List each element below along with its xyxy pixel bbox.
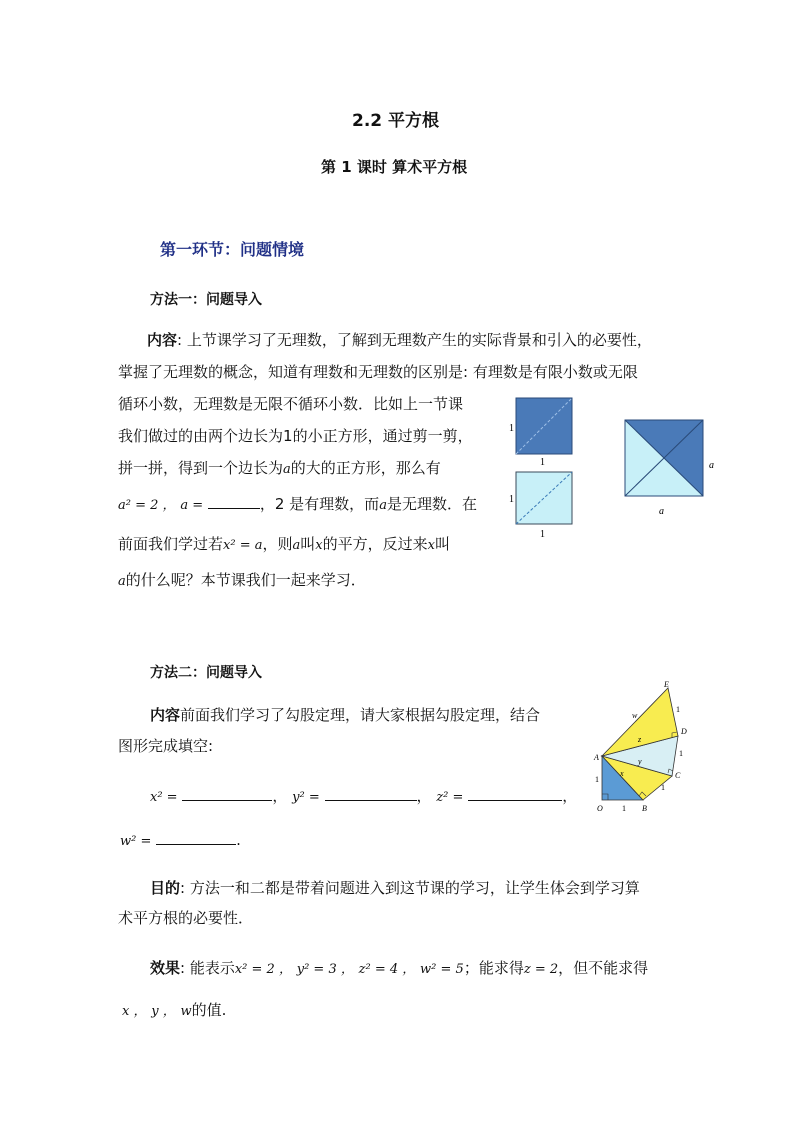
blank-w2[interactable] [156, 830, 236, 845]
content-label: 内容 [147, 331, 178, 349]
content-label-2: 内容 [150, 706, 181, 724]
label-de: 1 [676, 705, 680, 714]
method2-line2: 图形完成填空: [118, 737, 214, 755]
method2-label: 方法二：问题导入 [150, 665, 262, 681]
method1-line4: 我们做过的由两个边长为1的小正方形，通过剪一剪， [118, 427, 473, 445]
method1-line8: a的什么呢？本节课我们一起来学习． [118, 571, 366, 589]
method1-line7: 前面我们学过若x² = a，则a叫x的平方，反过来x叫 [118, 535, 450, 553]
label-x: x [620, 769, 624, 778]
blank-x2[interactable] [182, 786, 272, 801]
method2-line1: 内容前面我们学习了勾股定理，请大家根据勾股定理，结合 [150, 706, 541, 724]
label-one-bottom-1: 1 [540, 457, 545, 468]
label-a-bottom: a [659, 506, 664, 517]
answer-blank-a[interactable] [208, 494, 260, 509]
big-square [625, 420, 703, 496]
label-ao: 1 [595, 775, 599, 784]
point-a: A [594, 753, 599, 762]
blank-z2[interactable] [468, 786, 562, 801]
method1-line3: 循环小数，无理数是无限不循环小数．比如上一节课 [118, 395, 464, 413]
point-b: B [642, 804, 647, 813]
label-w: w [632, 711, 638, 720]
method1-line1: 内容: 上节课学习了无理数，了解到无理数产生的实际背景和引入的必要性， [147, 331, 652, 349]
point-c: C [675, 771, 681, 780]
method1-line6: a² = 2 ， a = ，2 是有理数，而a是无理数．在 [118, 495, 477, 513]
fill-blank-row-2: w² = . [120, 831, 241, 849]
point-d: D [681, 727, 687, 736]
method1-line2: 掌握了无理数的概念，知道有理数和无理数的区别是: 有理数是有限小数或无限 [118, 363, 638, 381]
goal-line1: 目的: 方法一和二都是带着问题进入到这节课的学习，让学生体会到学习算 [150, 879, 640, 897]
goal-label: 目的 [150, 879, 181, 897]
goal-line2: 术平方根的必要性． [118, 909, 254, 927]
label-cd: 1 [679, 749, 683, 758]
method1-label: 方法一：问题导入 [150, 292, 262, 308]
effect-line2: x ， y ， w的值. [122, 1001, 227, 1019]
squares-figure [505, 392, 735, 542]
label-ob: 1 [622, 804, 626, 813]
page-subtitle: 第 1 课时 算术平方根 [321, 158, 468, 176]
effect-label: 效果 [150, 959, 181, 977]
spiral-figure [588, 678, 708, 818]
label-y: y [638, 757, 642, 766]
page-title: 2.2 平方根 [352, 111, 440, 131]
label-one-side-1: 1 [509, 423, 514, 434]
label-bc: 1 [661, 783, 665, 792]
blank-y2[interactable] [325, 786, 417, 801]
point-e: E [664, 680, 669, 689]
label-z: z [638, 735, 642, 744]
label-one-bottom-2: 1 [540, 529, 545, 540]
effect-line1: 效果: 能表示x² = 2 ， y² = 3 ， z² = 4 ， w² = 5；能求得z = 2，但不能求得 [150, 959, 649, 977]
label-one-side-2: 1 [509, 494, 514, 505]
point-o: O [597, 804, 603, 813]
small-square-light [516, 472, 572, 524]
fill-blank-row: x² = ， y² = ， z² = ， [150, 787, 578, 805]
small-square-dark [516, 398, 572, 454]
label-a-side: a [709, 460, 714, 471]
section-heading: 第一环节：问题情境 [160, 240, 305, 259]
method1-line5: 拼一拼，得到一个边长为a的大的正方形，那么有 [118, 459, 441, 477]
